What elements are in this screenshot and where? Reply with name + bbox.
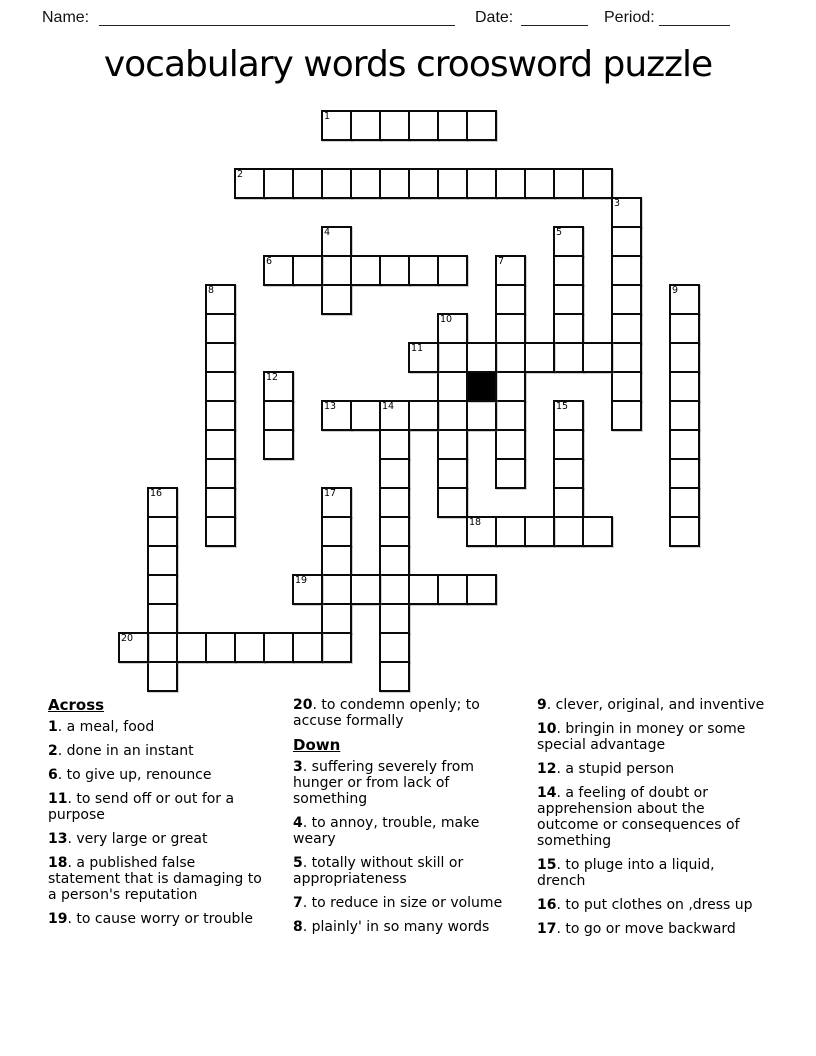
grid-cell[interactable] (321, 487, 352, 518)
clue-column-middle (293, 697, 511, 943)
grid-cell[interactable] (553, 168, 584, 199)
grid-cell[interactable] (611, 400, 642, 431)
clue-column-right (537, 697, 767, 945)
grid-cell[interactable] (379, 574, 410, 605)
grid-cell[interactable] (205, 371, 236, 402)
grid-cell[interactable] (379, 458, 410, 489)
grid-cell[interactable] (350, 574, 381, 605)
clue-18: 18. a published false statement that is damaging to a person's reputation (48, 855, 262, 903)
grid-cell[interactable] (669, 313, 700, 344)
clue-2: 2. done in an instant (48, 743, 194, 759)
grid-cell[interactable] (466, 574, 497, 605)
grid-cell[interactable] (379, 400, 410, 431)
grid-cell[interactable] (495, 429, 526, 460)
grid-cell[interactable] (553, 487, 584, 518)
grid-cell[interactable] (147, 487, 178, 518)
cell-number: 12 (266, 372, 279, 383)
grid-cell[interactable] (321, 574, 352, 605)
grid-cell[interactable] (292, 632, 323, 663)
cell-number: 11 (411, 343, 424, 354)
grid-cell[interactable] (205, 632, 236, 663)
cell-number: 3 (614, 198, 621, 209)
grid-cell[interactable] (669, 458, 700, 489)
grid-cell[interactable] (466, 342, 497, 373)
cell-number: 13 (324, 401, 337, 412)
grid-cell[interactable] (466, 400, 497, 431)
grid-cell[interactable] (147, 632, 178, 663)
grid-cell[interactable] (553, 458, 584, 489)
clue-5: 5. totally without skill or appropriateness (293, 855, 464, 887)
cell-number: 20 (121, 633, 134, 644)
clues-heading-across: Across (48, 696, 105, 714)
grid-cell[interactable] (582, 516, 613, 547)
cell-number: 8 (208, 285, 215, 296)
clue-number: 10 (537, 721, 557, 737)
grid-cell[interactable] (350, 400, 381, 431)
cell-number: 10 (440, 314, 453, 325)
clue-number: 13 (48, 831, 68, 847)
grid-cell[interactable] (553, 284, 584, 315)
grid-cell[interactable] (669, 429, 700, 460)
clue-19: 19. to cause worry or trouble (48, 911, 253, 927)
clue-number: 6 (48, 767, 58, 783)
grid-cell[interactable] (321, 632, 352, 663)
grid-cell[interactable] (553, 516, 584, 547)
grid-cell[interactable] (408, 574, 439, 605)
grid-cell[interactable] (524, 516, 555, 547)
cell-number: 5 (556, 227, 563, 238)
clue-14: 14. a feeling of doubt or apprehension about the outcome or consequences of something (537, 785, 740, 849)
grid-cell[interactable] (350, 168, 381, 199)
clue-number: 15 (537, 857, 557, 873)
grid-cell[interactable] (524, 168, 555, 199)
grid-cell[interactable] (582, 168, 613, 199)
grid-cell[interactable] (669, 487, 700, 518)
grid-cell[interactable] (379, 545, 410, 576)
grid-cell[interactable] (495, 516, 526, 547)
grid-cell[interactable] (582, 342, 613, 373)
grid-cell[interactable] (553, 429, 584, 460)
cell-number: 18 (469, 517, 482, 528)
date-label: Date: (475, 9, 514, 26)
grid-cell[interactable] (495, 168, 526, 199)
clue-number: 12 (537, 761, 557, 777)
grid-cell[interactable] (437, 574, 468, 605)
grid-cell[interactable] (321, 110, 352, 141)
grid-cell[interactable] (379, 429, 410, 460)
grid-cell[interactable] (611, 342, 642, 373)
cell-number: 15 (556, 401, 569, 412)
cell-number: 17 (324, 488, 337, 499)
grid-cell[interactable] (437, 429, 468, 460)
grid-cell[interactable] (205, 487, 236, 518)
clue-1: 1. a meal, food (48, 719, 155, 735)
grid-cell[interactable] (147, 603, 178, 634)
grid-cell[interactable] (350, 110, 381, 141)
grid-cell[interactable] (350, 255, 381, 286)
clue-9: 9. clever, original, and inventive (537, 697, 765, 713)
grid-cell[interactable] (408, 400, 439, 431)
clue-number: 9 (537, 697, 547, 713)
grid-cell[interactable] (611, 313, 642, 344)
grid-cell[interactable] (495, 255, 526, 286)
grid-cell[interactable] (205, 516, 236, 547)
grid-cell[interactable] (466, 516, 497, 547)
grid-cell[interactable] (437, 371, 468, 402)
grid-cell[interactable] (379, 516, 410, 547)
grid-cell[interactable] (205, 284, 236, 315)
cell-number: 6 (266, 256, 273, 267)
clue-number: 5 (293, 855, 303, 871)
grid-cell[interactable] (437, 342, 468, 373)
grid-cell[interactable] (669, 371, 700, 402)
grid-cell[interactable] (263, 255, 294, 286)
name-label: Name: (42, 9, 90, 26)
grid-cell[interactable] (321, 226, 352, 257)
cell-number: 7 (498, 256, 505, 267)
grid-cell[interactable] (669, 342, 700, 373)
grid-cell[interactable] (553, 226, 584, 257)
clue-20: 20. to condemn openly; to accuse formally (293, 697, 480, 729)
grid-cell[interactable] (263, 371, 294, 402)
grid-cell[interactable] (379, 255, 410, 286)
clue-16: 16. to put clothes on ,dress up (537, 897, 753, 913)
grid-cell[interactable] (495, 284, 526, 315)
grid-cell[interactable] (379, 487, 410, 518)
cell-number: 1 (324, 111, 331, 122)
grid-cell[interactable] (321, 516, 352, 547)
grid-cell[interactable] (553, 400, 584, 431)
grid-cell[interactable] (379, 603, 410, 634)
grid-cell[interactable] (524, 342, 555, 373)
clue-number: 7 (293, 895, 303, 911)
grid-cell[interactable] (437, 168, 468, 199)
clue-number: 16 (537, 897, 557, 913)
grid-cell[interactable] (466, 110, 497, 141)
grid-cell[interactable] (379, 661, 410, 692)
grid-cell[interactable] (437, 313, 468, 344)
clue-17: 17. to go or move backward (537, 921, 736, 937)
clue-15: 15. to pluge into a liquid, drench (537, 857, 715, 889)
clue-number: 20 (293, 697, 313, 713)
clue-13: 13. very large or great (48, 831, 208, 847)
grid-cell[interactable] (437, 110, 468, 141)
clue-column-left (48, 697, 263, 935)
grid-cell[interactable] (466, 168, 497, 199)
clue-6: 6. to give up, renounce (48, 767, 212, 783)
grid-cell[interactable] (118, 632, 149, 663)
grid-cell[interactable] (611, 284, 642, 315)
clue-4: 4. to annoy, trouble, make weary (293, 815, 480, 847)
grid-cell[interactable] (669, 516, 700, 547)
grid-cell[interactable] (321, 400, 352, 431)
grid-cell[interactable] (263, 400, 294, 431)
grid-cell[interactable] (292, 574, 323, 605)
grid-cell[interactable] (495, 313, 526, 344)
black-cell (466, 371, 497, 402)
grid-cell[interactable] (553, 342, 584, 373)
grid-cell[interactable] (437, 458, 468, 489)
clue-12: 12. a stupid person (537, 761, 675, 777)
clue-number: 11 (48, 791, 68, 807)
grid-cell[interactable] (611, 255, 642, 286)
clue-7: 7. to reduce in size or volume (293, 895, 503, 911)
clue-number: 19 (48, 911, 68, 927)
grid-cell[interactable] (205, 458, 236, 489)
cell-number: 4 (324, 227, 331, 238)
grid-cell[interactable] (321, 545, 352, 576)
grid-cell[interactable] (263, 429, 294, 460)
grid-cell[interactable] (379, 632, 410, 663)
grid-cell[interactable] (611, 371, 642, 402)
grid-cell[interactable] (147, 661, 178, 692)
grid-cell[interactable] (147, 545, 178, 576)
grid-cell[interactable] (147, 516, 178, 547)
grid-cell[interactable] (321, 284, 352, 315)
grid-cell[interactable] (408, 255, 439, 286)
grid-cell[interactable] (205, 400, 236, 431)
clue-number: 4 (293, 815, 303, 831)
cell-number: 9 (672, 285, 679, 296)
clue-number: 8 (293, 919, 303, 935)
clue-number: 18 (48, 855, 68, 871)
grid-cell[interactable] (669, 400, 700, 431)
clue-8: 8. plainly' in so many words (293, 919, 490, 935)
clue-11: 11. to send off or out for a purpose (48, 791, 235, 823)
page-title: vocabulary words croosword puzzle (103, 44, 713, 85)
cell-number: 19 (295, 575, 308, 586)
grid-cell[interactable] (437, 487, 468, 518)
cell-number: 14 (382, 401, 395, 412)
grid-cell[interactable] (234, 632, 265, 663)
grid-cell[interactable] (408, 168, 439, 199)
grid-cell[interactable] (176, 632, 207, 663)
grid-cell[interactable] (292, 255, 323, 286)
grid-cell[interactable] (205, 342, 236, 373)
grid-cell[interactable] (147, 574, 178, 605)
grid-cell[interactable] (379, 168, 410, 199)
grid-cell[interactable] (553, 313, 584, 344)
clues-heading-down: Down (293, 736, 341, 754)
grid-cell[interactable] (205, 429, 236, 460)
clue-number: 2 (48, 743, 58, 759)
clue-number: 14 (537, 785, 557, 801)
grid-cell[interactable] (321, 603, 352, 634)
clue-number: 17 (537, 921, 557, 937)
cell-number: 2 (237, 169, 244, 180)
grid-cell[interactable] (408, 110, 439, 141)
grid-cell[interactable] (495, 342, 526, 373)
grid-cell[interactable] (611, 197, 642, 228)
grid-cell[interactable] (292, 168, 323, 199)
grid-cell[interactable] (321, 255, 352, 286)
clue-number: 3 (293, 759, 303, 775)
grid-cell[interactable] (379, 110, 410, 141)
cell-number: 16 (150, 488, 163, 499)
grid-cell[interactable] (437, 400, 468, 431)
clue-10: 10. bringin in money or some special advantage (537, 721, 746, 753)
clue-3: 3. suffering severely from hunger or from lack of something (293, 759, 475, 807)
grid-cell[interactable] (611, 226, 642, 257)
grid-cell[interactable] (437, 255, 468, 286)
clue-number: 1 (48, 719, 58, 735)
grid-cell[interactable] (234, 168, 265, 199)
grid-cell[interactable] (408, 342, 439, 373)
grid-cell[interactable] (553, 255, 584, 286)
period-label: Period: (604, 9, 655, 26)
grid-cell[interactable] (495, 400, 526, 431)
grid-cell[interactable] (321, 168, 352, 199)
grid-cell[interactable] (263, 632, 294, 663)
grid-cell[interactable] (263, 168, 294, 199)
grid-cell[interactable] (495, 458, 526, 489)
grid-cell[interactable] (205, 313, 236, 344)
grid-cell[interactable] (669, 284, 700, 315)
grid-cell[interactable] (495, 371, 526, 402)
